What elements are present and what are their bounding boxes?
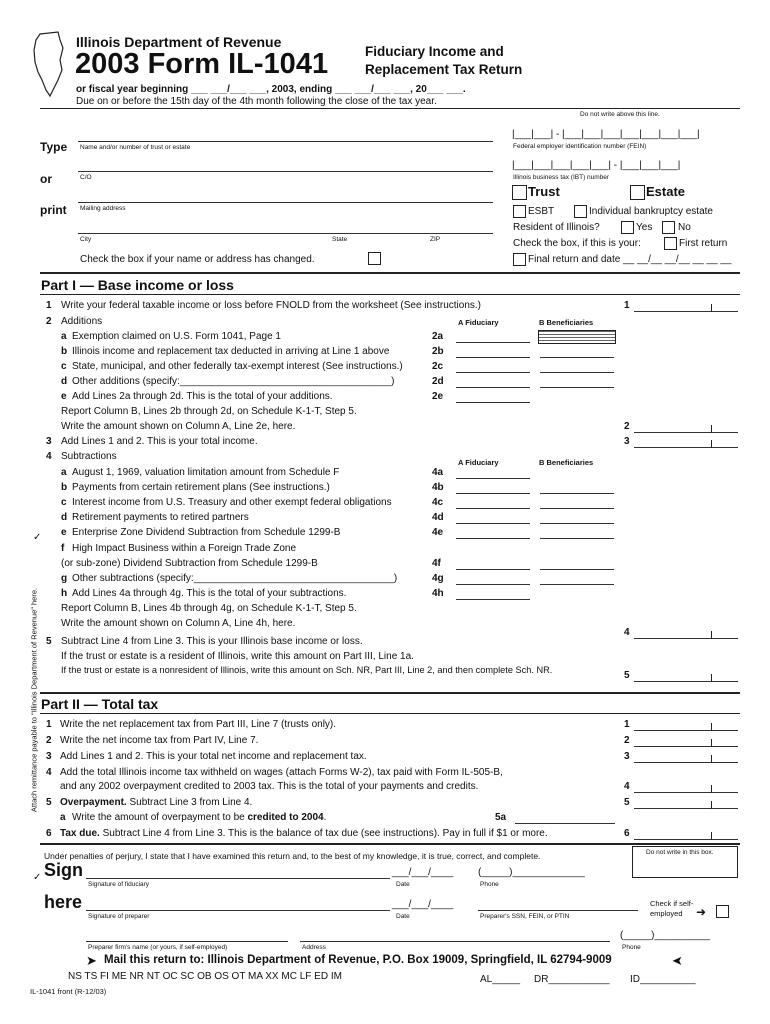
p1-line-0-text: Write your federal taxable income or loss before FNOLD from the worksheet (See instructions.) — [61, 300, 481, 311]
p1-line-4-col-b-field[interactable] — [540, 372, 614, 373]
p2-line5a-letter: a — [60, 812, 66, 823]
p1-line-1-num: 2 — [46, 316, 52, 327]
paperclip-icon-2: ✓ — [33, 872, 42, 883]
p1-line-5-col-a-field[interactable] — [456, 387, 530, 388]
p1-line-3-num: b — [61, 346, 68, 357]
p1-line-13-text: Interest income from U.S. Treasury and other exempt federal obligations — [72, 497, 392, 508]
p2-line2-num: 2 — [46, 735, 52, 746]
p1-line-2-code: 2a — [432, 331, 444, 342]
p2-total-num-2: 2 — [624, 735, 630, 746]
p2-line5a-field[interactable] — [515, 823, 615, 824]
p2-line4-num: 4 — [46, 767, 52, 778]
arrow-right-icon: ➜ — [696, 905, 707, 919]
signature-top-rule — [40, 843, 740, 845]
estate-label: Estate — [646, 184, 686, 199]
firm-phone-label: Phone — [622, 944, 641, 951]
here-label: here — [44, 892, 83, 912]
fiduciary-signature-label: Signature of fiduciary — [88, 881, 150, 888]
p2-line3-num: 3 — [46, 751, 52, 762]
final-return-label: Final return and date __ __/__ __/__ __ __ __ — [528, 254, 732, 265]
p1-line-20-text: Report Column B, Lines 4b through 4g, on Schedule K-1-T, Step 5. — [61, 603, 357, 614]
part2-top-rule — [40, 692, 740, 694]
p2-total-cents-divider-5 — [711, 801, 712, 809]
preparer-id-field[interactable] — [478, 910, 638, 911]
p1-line-10-text: Subtractions — [61, 451, 117, 462]
p1-line-13-code: 4c — [432, 497, 444, 508]
p2-line1-text: Write the net replacement tax from Part III, Line 7 (trusts only). — [60, 719, 337, 730]
p1-line-14-num: d — [61, 512, 68, 523]
p1-line-23-text: If the trust or estate is a resident of Illinois, write this amount on Part III, Line 1a. — [61, 651, 414, 662]
type-label: Type — [40, 140, 68, 154]
p1-line-18-code: 4g — [432, 573, 444, 584]
firm-address-field[interactable] — [300, 941, 610, 942]
office-codes: NS TS FI ME NR NT OC SC OB OS OT MA XX MC LF ED IM — [68, 971, 342, 982]
p2-total-num-1: 1 — [624, 719, 630, 730]
p1-total-num-3: 4 — [624, 627, 630, 638]
p1-line-21-text: Write the amount shown on Column A, Line 4h, here. — [61, 618, 296, 629]
p2-line1-num: 1 — [46, 719, 52, 730]
resident-question: Resident of Illinois? — [513, 222, 600, 233]
p1-line-16-num: f — [61, 543, 65, 554]
p2-line6-num: 6 — [46, 828, 52, 839]
p1-line-17-col-a-field[interactable] — [456, 569, 530, 570]
paperclip-icon: ✓ — [33, 532, 42, 543]
p1-line-3-col-b-field[interactable] — [540, 357, 614, 358]
p2-total-cents-divider-2 — [711, 739, 712, 747]
due-date-note: Due on or before the 15th day of the 4th month following the close of the tax year. — [76, 96, 437, 107]
p1-line-5-text: Other additions (specify:______________________________________) — [72, 376, 395, 387]
p1-line-6-col-a-field[interactable] — [456, 402, 530, 403]
p1-line-19-code: 4h — [432, 588, 444, 599]
p1-total-field-3[interactable] — [634, 638, 738, 639]
p1-total-cents-divider-3 — [711, 631, 712, 639]
p1-line-15-num: e — [61, 527, 67, 538]
mail-arrow-right-icon: ➤ — [672, 953, 683, 968]
p1-total-field-2[interactable] — [634, 447, 738, 448]
fiduciary-signature-field[interactable] — [86, 878, 390, 879]
p1-line-12-text: Payments from certain retirement plans (See instructions.) — [72, 482, 330, 493]
p1-line-16-text: High Impact Business within a Foreign Trade Zone — [72, 543, 296, 554]
p1-line-3-text: Illinois income and replacement tax deducted in arriving at Line 1 above — [72, 346, 390, 357]
or-label: or — [40, 172, 52, 186]
preparer-date-field[interactable]: ___/___/____ — [392, 899, 454, 910]
p2-total-field-3[interactable] — [634, 762, 738, 763]
p1-line-3-col-a-field[interactable] — [456, 357, 530, 358]
p1-line-15-col-a-field[interactable] — [456, 538, 530, 539]
p1-line-19-col-a-field[interactable] — [456, 599, 530, 600]
p2-line4-text-b: and any 2002 overpayment credited to 2003 tax. This is the total of your payments and credits. — [60, 781, 479, 792]
p2-total-field-2[interactable] — [634, 746, 738, 747]
preparer-date-label: Date — [396, 913, 410, 920]
p2-line5a-text: Write the amount of overpayment to be credited to 2004. — [72, 812, 327, 823]
p2-total-num-5: 5 — [624, 797, 630, 808]
p1-line-12-col-b-field[interactable] — [540, 493, 614, 494]
p1-line-13-col-b-field[interactable] — [540, 508, 614, 509]
p1-total-field-1[interactable] — [634, 432, 738, 433]
p1-line-15-code: 4e — [432, 527, 444, 538]
zip-label: ZIP — [430, 236, 441, 243]
bankruptcy-label: Individual bankruptcy estate — [589, 206, 713, 217]
p1-line-1-text: Additions — [61, 316, 103, 327]
ibt-label: Illinois business tax (IBT) number — [513, 174, 610, 181]
firm-address-label: Address — [302, 944, 326, 951]
al-field: AL_____ — [480, 974, 521, 985]
co-field-label: C/O — [80, 174, 92, 181]
p1-line-5-col-b-field[interactable] — [540, 387, 614, 388]
p1-total-num-2: 3 — [624, 436, 630, 447]
self-employed-checkbox[interactable] — [716, 905, 729, 918]
co-field[interactable] — [78, 171, 493, 172]
p2-line3-text: Add Lines 1 and 2. This is your total net income and replacement tax. — [60, 751, 367, 762]
p1-total-cents-divider-0 — [711, 304, 712, 312]
col-b-header-2: B Beneficiaries — [539, 458, 594, 467]
p1-total-cents-divider-4 — [711, 674, 712, 682]
p1-line-22-text: Subtract Line 4 from Line 3. This is your Illinois base income or loss. — [61, 636, 363, 647]
part2-title-rule — [40, 713, 740, 714]
resident-no-checkbox[interactable] — [662, 221, 675, 234]
print-label: print — [40, 203, 67, 217]
esbt-checkbox[interactable] — [513, 205, 526, 218]
firm-name-label: Preparer firm's name (or yours, if self-employed) — [88, 944, 228, 951]
p1-line-22-num: 5 — [46, 636, 52, 647]
return-title-1: Fiduciary Income and — [365, 44, 504, 59]
firm-name-field[interactable] — [86, 941, 288, 942]
mail-to-address: Mail this return to: Illinois Department of Revenue, P.O. Box 19009, Springfield, IL 62794-9009 — [104, 954, 612, 966]
p2-total-cents-divider-4 — [711, 785, 712, 793]
esbt-label: ESBT — [528, 206, 555, 217]
p1-line-12-col-a-field[interactable] — [456, 493, 530, 494]
preparer-signature-label: Signature of preparer — [88, 913, 150, 920]
p1-line-11-col-a-field[interactable] — [456, 478, 530, 479]
do-not-write-box-label: Do not write in this box. — [646, 849, 714, 856]
p1-line-4-num: c — [61, 361, 67, 372]
col-a-header-2: A Fiduciary — [458, 458, 499, 467]
fiduciary-phone-field[interactable]: (_____)_____________ — [478, 867, 585, 878]
ibt-boxes[interactable]: |___|___|___|___|___| - |___|___|___| — [512, 160, 681, 171]
p1-line-12-num: b — [61, 482, 68, 493]
p1-line-9-num: 3 — [46, 436, 52, 447]
p1-line-4-col-a-field[interactable] — [456, 372, 530, 373]
p1-line-11-num: a — [61, 467, 67, 478]
trust-checkbox[interactable] — [512, 185, 527, 200]
mailing-address-field[interactable] — [78, 202, 493, 203]
part2-title: Part II — Total tax — [41, 696, 159, 712]
p1-line-12-code: 4b — [432, 482, 444, 493]
part1-title-rule — [40, 294, 740, 295]
header-rule — [40, 108, 740, 109]
col-a-header: A Fiduciary — [458, 318, 499, 327]
p1-line-18-col-b-field[interactable] — [540, 584, 614, 585]
p1-line-17-code: 4f — [432, 558, 441, 569]
fiduciary-date-field[interactable]: ___/___/____ — [392, 867, 454, 878]
p1-line-5-code: 2d — [432, 376, 444, 387]
p1-line-18-num: g — [61, 573, 68, 584]
form-revision-id: IL-1041 front (R-12/03) — [30, 987, 107, 996]
p1-line-18-text: Other subtractions (specify:____________________________________) — [72, 573, 398, 584]
p1-line-3-code: 2b — [432, 346, 444, 357]
resident-no-label: No — [678, 222, 691, 233]
p2-line2-text: Write the net income tax from Part IV, Line 7. — [60, 735, 259, 746]
remittance-side-note: Attach remittance payable to "Illinois Department of Revenue" here. — [29, 587, 39, 813]
p1-line-5-num: d — [61, 376, 68, 387]
p2-total-field-4[interactable] — [634, 792, 738, 793]
p1-line-2-col-a-field[interactable] — [456, 342, 530, 343]
return-title-2: Replacement Tax Return — [365, 62, 523, 77]
fein-boxes[interactable]: |___|___| - |___|___|___|___|___|___|___| — [512, 129, 700, 140]
bankruptcy-checkbox[interactable] — [574, 205, 587, 218]
p1-total-cents-divider-2 — [711, 440, 712, 448]
p1-line-24-text: If the trust or estate is a nonresident of Illinois, write this amount on Sch. NR, Part III, Line 2, and then complete Sch. NR. — [61, 665, 553, 675]
p1-total-num-4: 5 — [624, 670, 630, 681]
p1-line-9-text: Add Lines 1 and 2. This is your total income. — [61, 436, 258, 447]
city-label: City — [80, 236, 92, 243]
p1-line-13-col-a-field[interactable] — [456, 508, 530, 509]
p1-line-14-col-b-field[interactable] — [540, 523, 614, 524]
p1-line-10-num: 4 — [46, 451, 52, 462]
p2-line5-num: 5 — [46, 797, 52, 808]
preparer-id-label: Preparer's SSN, FEIN, or PTIN — [480, 913, 570, 920]
firm-phone-field[interactable]: (_____)__________ — [620, 930, 711, 941]
preparer-signature-field[interactable] — [86, 910, 390, 911]
dr-field: DR___________ — [534, 974, 610, 985]
p2-total-field-1[interactable] — [634, 730, 738, 731]
first-return-checkbox[interactable] — [664, 237, 677, 250]
p1-line-14-text: Retirement payments to retired partners — [72, 512, 249, 523]
mail-arrow-left-icon: ➤ — [86, 953, 97, 968]
first-return-label: First return — [679, 238, 728, 249]
p2-line5a-code: 5a — [495, 812, 507, 823]
p2-line5-text: Overpayment. Subtract Line 3 from Line 4. — [60, 797, 253, 808]
p1-line-6-text: Add Lines 2a through 2d. This is the total of your additions. — [72, 391, 333, 402]
p1-line-7-text: Report Column B, Lines 2b through 2d, on Schedule K-1-T, Step 5. — [61, 406, 357, 417]
part1-title: Part I — Base income or loss — [41, 277, 234, 293]
do-not-write-above: Do not write above this line. — [580, 111, 660, 118]
return-type-text: Check the box, if this is your: — [513, 238, 641, 249]
sign-label: Sign — [44, 860, 83, 880]
estate-checkbox[interactable] — [630, 185, 645, 200]
p2-total-field-5[interactable] — [634, 808, 738, 809]
p1-line-17-col-b-field[interactable] — [540, 569, 614, 570]
resident-yes-label: Yes — [636, 222, 653, 233]
final-return-checkbox[interactable] — [513, 253, 526, 266]
p1-line-13-num: c — [61, 497, 67, 508]
part1-top-rule — [40, 272, 740, 274]
p1-line-2-text: Exemption claimed on U.S. Form 1041, Page 1 — [72, 331, 281, 342]
p1-line-11-text: August 1, 1969, valuation limitation amount from Schedule F — [72, 467, 340, 478]
id-field: ID__________ — [630, 974, 696, 985]
illinois-map-logo — [30, 30, 70, 100]
perjury-statement: Under penalties of perjury, I state that I have examined this return and, to the best of my knowledge, it is true, correct, and complete. — [44, 851, 541, 861]
p1-line-18-col-a-field[interactable] — [456, 584, 530, 585]
address-change-text: Check the box if your name or address has changed. — [80, 254, 315, 265]
mailing-address-label: Mailing address — [80, 205, 126, 212]
city-state-zip-field[interactable] — [78, 233, 493, 234]
p1-line-4-code: 2c — [432, 361, 444, 372]
p1-line-19-text: Add Lines 4a through 4g. This is the total of your subtractions. — [72, 588, 347, 599]
state-label: State — [332, 236, 348, 243]
p1-line-4-text: State, municipal, and other federally tax-exempt interest (See instructions.) — [72, 361, 403, 372]
p1-line-0-num: 1 — [46, 300, 52, 311]
p2-total-field-6[interactable] — [634, 839, 738, 840]
fiduciary-phone-label: Phone — [480, 881, 499, 888]
p2-total-num-6: 6 — [624, 828, 630, 839]
fiscal-year-line[interactable]: or fiscal year beginning ___ ___/___ ___, 2003, ending ___ ___/___ ___, 20___ ___. — [76, 84, 466, 95]
form-title: 2003 Form IL-1041 — [75, 48, 329, 80]
p1-line-17-text: (or sub-zone) Dividend Subtraction from Schedule 1299-B — [61, 558, 318, 569]
p1-total-num-1: 2 — [624, 421, 630, 432]
name-field[interactable] — [78, 141, 493, 142]
self-employed-label: Check if self-employed — [650, 899, 694, 918]
p2-line6-text: Tax due. Subtract Line 4 from Line 3. This is the balance of tax due (see instructions). Pay in full if $1 or more. — [60, 828, 548, 839]
p2-total-num-4: 4 — [624, 781, 630, 792]
p1-total-field-4[interactable] — [634, 681, 738, 682]
p1-total-cents-divider-1 — [711, 425, 712, 433]
p2-total-cents-divider-3 — [711, 755, 712, 763]
p1-line-6-num: e — [61, 391, 67, 402]
shaded-box-2a — [538, 330, 616, 344]
p1-total-field-0[interactable] — [634, 311, 738, 312]
p1-line-11-code: 4a — [432, 467, 444, 478]
resident-yes-checkbox[interactable] — [621, 221, 634, 234]
col-b-header: B Beneficiaries — [539, 318, 594, 327]
name-field-label: Name and/or number of trust or estate — [80, 144, 191, 151]
p1-line-6-code: 2e — [432, 391, 444, 402]
address-change-checkbox[interactable] — [368, 252, 381, 265]
trust-label: Trust — [528, 184, 560, 199]
p1-line-15-text: Enterprise Zone Dividend Subtraction from Schedule 1299-B — [72, 527, 341, 538]
p1-line-2-num: a — [61, 331, 67, 342]
p1-total-num-0: 1 — [624, 300, 630, 311]
p2-line4-text-a: Add the total Illinois income tax withheld on wages (attach Forms W-2), tax paid with Form IL-505-B, — [60, 767, 503, 778]
p1-line-14-col-a-field[interactable] — [456, 523, 530, 524]
agency-name: Illinois Department of Revenue — [76, 34, 282, 50]
fiduciary-date-label: Date — [396, 881, 410, 888]
p1-line-15-col-b-field[interactable] — [540, 538, 614, 539]
p2-total-cents-divider-1 — [711, 723, 712, 731]
fein-label: Federal employer identification number (FEIN) — [513, 143, 647, 150]
p1-line-8-text: Write the amount shown on Column A, Line 2e, here. — [61, 421, 296, 432]
p2-total-cents-divider-6 — [711, 832, 712, 840]
p2-total-num-3: 3 — [624, 751, 630, 762]
p1-line-19-num: h — [61, 588, 68, 599]
p1-line-14-code: 4d — [432, 512, 444, 523]
